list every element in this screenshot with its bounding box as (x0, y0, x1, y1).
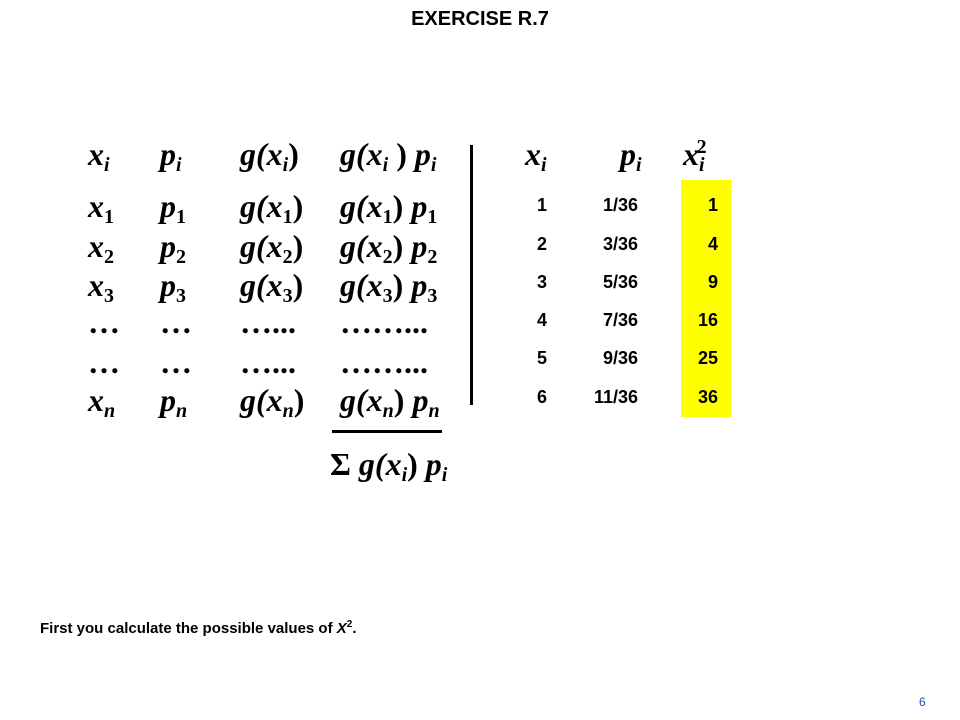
row-gp-2: $g(x_2)$ $p_2$ (340, 228, 438, 268)
row-p-2: $p_2$ (160, 228, 186, 268)
ellipsis-g-b: …... (240, 344, 296, 380)
cell-x: 4 (536, 310, 547, 330)
ellipsis-x-a: … (88, 304, 120, 340)
row-gp-3: $g(x_3)$ $p_3$ (340, 267, 438, 307)
row-x-2: $x_2$ (88, 228, 114, 268)
cell-x-squared: 25 (697, 348, 718, 368)
ellipsis-gp-b: ……... (340, 344, 428, 380)
header-g-x-i-p-i: $g(x_i$ ) $p_i$ (340, 136, 437, 176)
sum-underline (332, 430, 442, 433)
cell-x-squared: 16 (697, 310, 718, 330)
page-number: 6 (919, 695, 926, 709)
row-g-3: $g(x_3)$ (240, 267, 304, 307)
ellipsis-g-a: …... (240, 304, 296, 340)
row-x-n: $x_n$ (88, 382, 116, 422)
row-p-3: $p_3$ (160, 267, 186, 307)
cell-x: 2 (536, 234, 547, 254)
header-p-i-right: $p_i$ (620, 136, 642, 176)
cell-x: 1 (536, 195, 547, 215)
cell-p: 9/36 (602, 348, 638, 368)
cell-p: 1/36 (602, 195, 638, 215)
row-g-n: $g(x_n)$ (240, 382, 305, 422)
sum-expression: Σ $g(x_i)$ $p_i$ (330, 446, 448, 486)
ellipsis-p-b: … (160, 344, 192, 380)
x-squared-highlight (681, 180, 731, 417)
header-x-i-right: $x_i$ (525, 136, 547, 176)
header-x-i: $x_i$ (88, 136, 110, 176)
cell-x: 6 (536, 387, 547, 407)
ellipsis-gp-a: ……... (340, 304, 428, 340)
header-g-x-i: $g(x_i)$ (240, 136, 299, 176)
cell-p: 7/36 (602, 310, 638, 330)
row-g-1: $g(x_1)$ (240, 188, 304, 228)
header-p-i: $p_i$ (160, 136, 182, 176)
cell-x: 5 (536, 348, 547, 368)
ellipsis-p-a: … (160, 304, 192, 340)
row-x-3: $x_3$ (88, 267, 114, 307)
cell-p: 11/36 (593, 387, 638, 407)
header-x-i-squared: $x_i^2$ (683, 136, 707, 176)
cell-p: 5/36 (602, 272, 638, 292)
row-gp-n: $g(x_n)$ $p_n$ (340, 382, 440, 422)
row-g-2: $g(x_2)$ (240, 228, 304, 268)
sigma-symbol: Σ (330, 446, 351, 482)
cell-x-squared: 4 (707, 234, 718, 254)
ellipsis-x-b: … (88, 344, 120, 380)
row-x-1: $x_1$ (88, 188, 114, 228)
cell-x-squared: 9 (707, 272, 718, 292)
row-p-n: $p_n$ (160, 382, 188, 422)
cell-p: 3/36 (602, 234, 638, 254)
row-p-1: $p_1$ (160, 188, 186, 228)
cell-x: 3 (536, 272, 547, 292)
slide-title: EXERCISE R.7 (411, 8, 549, 30)
cell-x-squared: 36 (697, 387, 718, 407)
cell-x-squared: 1 (707, 195, 718, 215)
row-gp-1: $g(x_1)$ $p_1$ (340, 188, 438, 228)
caption: First you calculate the possible values of $X^2$. (40, 619, 357, 637)
